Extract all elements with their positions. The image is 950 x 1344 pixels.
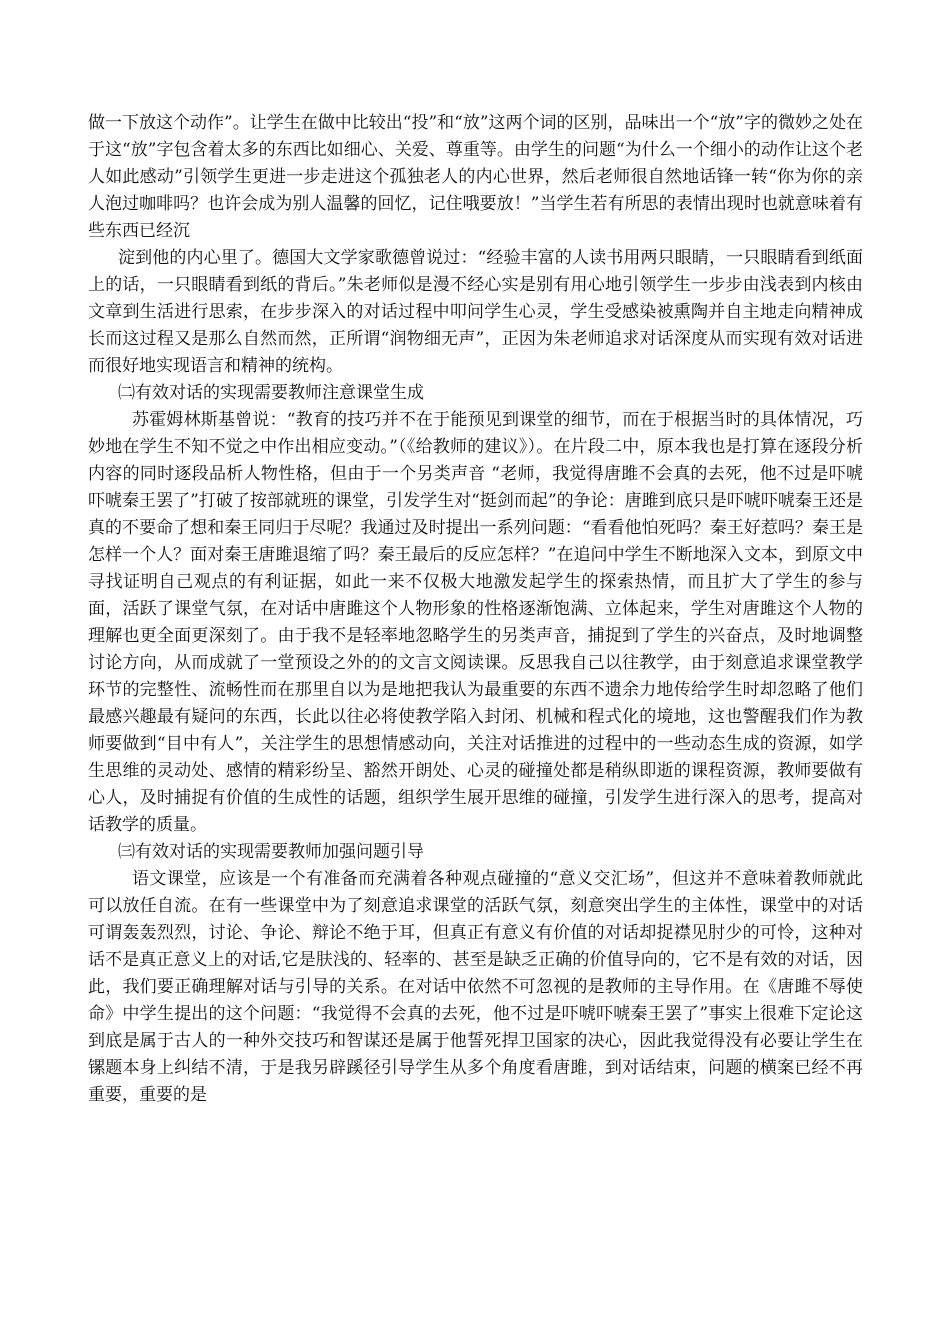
section-heading-2: ㈡有效对话的实现需要教师注意课堂生成 — [118, 383, 424, 403]
paragraph-chinese-class: 语文课堂，应该是一个有准备而充满着各种观点碰撞的“意义交汇场”，但这并不意味着教师就此可以放任自流。在有一些课堂中为了刻意追求课堂的活跃气氛，刻意突出学生的主体性，课堂中的对话可谓轰轰烈烈，讨论、争论、辩论不绝于耳，但真正有意义有价值的对话却捉襟见肘少的可怜，这种对话不是真正意义上的对话,它是肤浅的、轻率的、甚至是缺乏正确的价值导向的，它不是有效的对话，因此，我们要正确理解对话与引导的关系。在对话中依然不可忽视的是教师的主导作用。在《唐雎不辱使命》中学生提出的这个问题：“我觉得不会真的去死，他不过是吓唬吓唬秦王罢了”事实上很难下定论这到底是属于古人的一种外交技巧和智谋还是属于他誓死捍卫国家的决心，因此我觉得没有必要让学生在镙题本身上纠结不清，于是我另辟蹊径引导学生从多个角度看唐雎，到对话结束，问题的横案已经不再重要，重要的是 — [88, 869, 863, 1105]
document-page — [88, 110, 863, 1109]
section-heading-3: ㈢有效对话的实现需要教师加强问题引导 — [118, 842, 424, 862]
paragraph-continuation: 做一下放这个动作”。让学生在做中比较出“投”和“放”这两个词的区别，品味出一个“放”字的微妙之处在于这“放”字包含着太多的东西比如细心、关爱、尊重等。由学生的问题“为什么一个细小的动作让这个老人如此感动”引领学生更进一步走进这个孤独老人的内心世界，然后老师很自然地话锋一转“你为你的亲人泡过咖啡吗？也许会成为别人温馨的回忆，记住哦要放！”当学生若有所思的表情出现时也就意味着有些东西已经沉 — [88, 113, 863, 241]
paragraph-sukhomlinsky: 苏霍姆林斯基曾说：“教育的技巧并不在于能预见到课堂的细节，而在于根据当时的具体情况，巧妙地在学生不知不觉之中作出相应变动。”（《给教师的建议》）。在片段二中，原本我也是打算在逐段分析内容的同时逐段品析人物性格，但由于一个另类声音 “老师，我觉得唐雎不会真的去死，他不过是吓唬吓唬秦王罢了”打破了按部就班的课堂，引发学生对“挺剑而起”的争论：唐雎到底只是吓唬吓唬秦王还是真的不要命了想和秦王同归于尽呢？我通过及时提出一系列问题：“看看他怕死吗？秦王好惹吗？秦王是怎样一个人？面对秦王唐雎退缩了吗？秦王最后的反应怎样？”在追问中学生不断地深入文本，到原文中寻找证明自己观点的有利证据，如此一来不仅极大地激发起学生的探索热情，而且扩大了学生的参与面，活跃了课堂气氛，在对话中唐雎这个人物形象的性格逐渐饱满、立体起来，学生对唐雎这个人物的理解也更全面更深刻了。由于我不是轻率地忽略学生的另类声音，捕捉到了学生的兴奋点，及时地调整讨论方向，从而成就了一堂预设之外的的文言文阅读课。反思我自己以往教学，由于刻意追求课堂教学环节的完整性、流畅性而在那里自以为是地把我认为最重要的东西不遗余力地传给学生时却忽略了他们最感兴趣最有疑问的东西，长此以往必将使教学陷入封闭、机械和程式化的境地，这也警醒我们作为教师要做到“目中有人”，关注学生的思想情感动向，关注对话推进的过程中的一些动态生成的资源，如学生思维的灵动处、感情的精彩纷呈、豁然开朗处、心灵的碰撞处都是稍纵即逝的课程资源，教师要做有心人，及时捕捉有价值的生成性的话题，组织学生展开思维的碰撞，引发学生进行深入的思考，提高对话教学的质量。 — [88, 410, 863, 835]
paragraph-goethe-quote: 淀到他的内心里了。德国大文学家歌德曾说过：“经验丰富的人读书用两只眼睛，一只眼睛看到纸面上的话，一只眼睛看到纸的背后。”朱老师似是漫不经心实是别有用心地引领学生一步步由浅表到内核由文章到生活进行思索，在步步深入的对话过程中叩问学生心灵，学生受感染被熏陶并自主地走向精神成长而这过程又是那么自然而然，正所谓“润物细无声”，正因为朱老师追求对话深度从而实现有效对话进而很好地实现语言和精神的统构。 — [88, 248, 863, 376]
